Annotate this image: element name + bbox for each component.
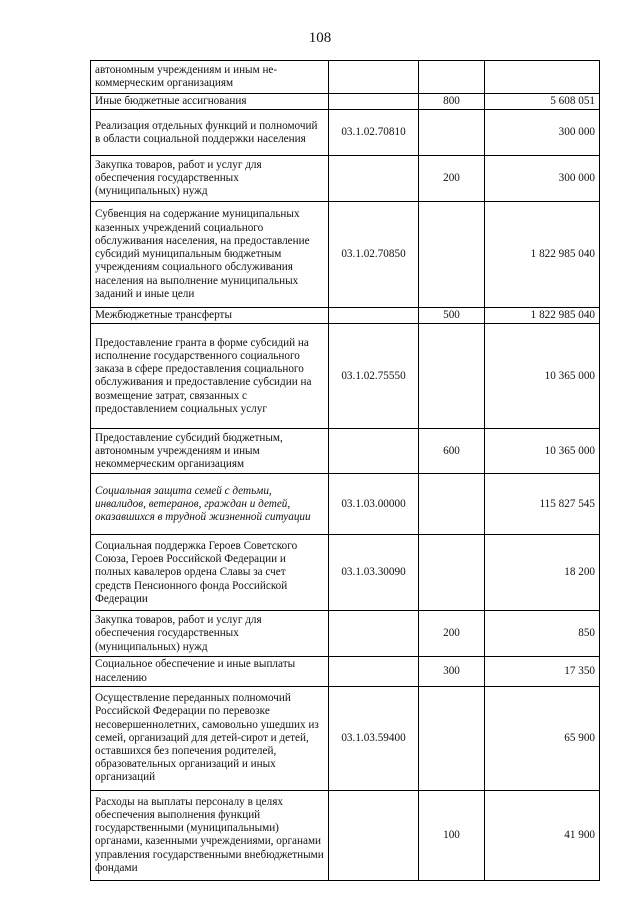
row-type-cell: 600 [419, 429, 485, 474]
row-name-cell: Закупка товаров, работ и услуг для обеспечения государственных (муниципальных) нужд [91, 611, 329, 657]
row-type-cell: 500 [419, 308, 485, 324]
row-type-cell [419, 110, 485, 156]
row-sum-cell: 10 365 000 [485, 429, 600, 474]
row-name-cell: Предоставление гранта в форме субсидий на исполнение государственного социального заказа в сфере предоставления социального обслуживания и предоставление субсидии на возмещение затрат, связанных с предоставлением социальных услуг [91, 324, 329, 429]
row-code-cell [329, 156, 419, 202]
row-type-cell: 200 [419, 611, 485, 657]
row-type-cell [419, 324, 485, 429]
row-name-cell: Осуществление переданных полномочий Российской Федерации по перевозке несовершеннолетних, самовольно ушедших из семей, организаций для детей-сирот и детей, оставшихся без попечения родителей, образовательных организаций и иных организаций [91, 686, 329, 790]
row-sum-cell: 65 900 [485, 686, 600, 790]
row-sum-cell: 18 200 [485, 535, 600, 611]
row-name-cell: Социальная поддержка Героев Советского Союза, Героев Российской Федерации и полных кавалеров ордена Славы за счет средств Пенсионного фонда Российской Федерации [91, 535, 329, 611]
row-code-cell: 03.1.02.70850 [329, 202, 419, 308]
row-name-cell: Иные бюджетные ассигнования [91, 94, 329, 110]
row-sum-cell: 5 608 051 [485, 94, 600, 110]
row-code-cell [329, 61, 419, 94]
row-code-cell [329, 611, 419, 657]
row-type-cell [419, 474, 485, 535]
table-row [91, 94, 600, 110]
row-name-cell: Предоставление субсидий бюджетным, автономным учреждениям и иным некоммерческим организациям [91, 429, 329, 474]
row-type-cell [419, 61, 485, 94]
row-sum-cell: 1 822 985 040 [485, 202, 600, 308]
row-name-cell: Социальная защита семей с детьми, инвалидов, ветеранов, граждан и детей, оказавшихся в трудной жизненной ситуации [91, 474, 329, 535]
table-row [91, 474, 600, 535]
row-sum-cell: 300 000 [485, 156, 600, 202]
table-row [91, 611, 600, 657]
row-name-cell: автономным учреждениям и иным не-коммерческим организациям [91, 61, 329, 94]
row-code-cell [329, 308, 419, 324]
row-type-cell [419, 535, 485, 611]
row-code-cell: 03.1.03.59400 [329, 686, 419, 790]
row-sum-cell: 115 827 545 [485, 474, 600, 535]
table-row [91, 686, 600, 790]
row-sum-cell: 300 000 [485, 110, 600, 156]
table-row [91, 324, 600, 429]
table-row [91, 110, 600, 156]
row-name-cell: Социальное обеспечение и иные выплаты населению [91, 657, 329, 686]
row-name-cell: Субвенция на содержание муниципальных казенных учреждений социального обслуживания населения, на предоставление субсидий муниципальным бюджетным учреждениям социального обслуживания населения на выполнение муниципальных заданий и иные цели [91, 202, 329, 308]
row-type-cell [419, 202, 485, 308]
row-sum-cell: 850 [485, 611, 600, 657]
page-number: 108 [308, 30, 332, 46]
table-row [91, 308, 600, 324]
table-row [91, 61, 600, 94]
row-sum-cell: 17 350 [485, 657, 600, 686]
row-code-cell [329, 790, 419, 880]
budget-table-body [91, 61, 600, 881]
row-type-cell [419, 686, 485, 790]
table-row [91, 202, 600, 308]
row-code-cell: 03.1.02.75550 [329, 324, 419, 429]
table-row [91, 657, 600, 686]
table-row [91, 790, 600, 880]
row-name-cell: Реализация отдельных функций и полномочий в области социальной поддержки населения [91, 110, 329, 156]
row-name-cell: Межбюджетные трансферты [91, 308, 329, 324]
row-code-cell [329, 429, 419, 474]
row-type-cell: 300 [419, 657, 485, 686]
table-row [91, 156, 600, 202]
row-code-cell [329, 657, 419, 686]
row-code-cell: 03.1.03.00000 [329, 474, 419, 535]
row-type-cell: 200 [419, 156, 485, 202]
row-type-cell: 800 [419, 94, 485, 110]
row-type-cell: 100 [419, 790, 485, 880]
table-row [91, 535, 600, 611]
row-sum-cell: 41 900 [485, 790, 600, 880]
table-row [91, 429, 600, 474]
row-code-cell: 03.1.03.30090 [329, 535, 419, 611]
row-code-cell: 03.1.02.70810 [329, 110, 419, 156]
row-sum-cell [485, 61, 600, 94]
row-name-cell: Закупка товаров, работ и услуг для обеспечения государственных (муниципальных) нужд [91, 156, 329, 202]
row-name-cell: Расходы на выплаты персоналу в целях обеспечения выполнения функций государственными (муниципальными) органами, казенными учреждениями, органами управления государственными внебюджетными фондами [91, 790, 329, 880]
row-sum-cell: 1 822 985 040 [485, 308, 600, 324]
budget-table [90, 60, 600, 881]
row-code-cell [329, 94, 419, 110]
row-sum-cell: 10 365 000 [485, 324, 600, 429]
